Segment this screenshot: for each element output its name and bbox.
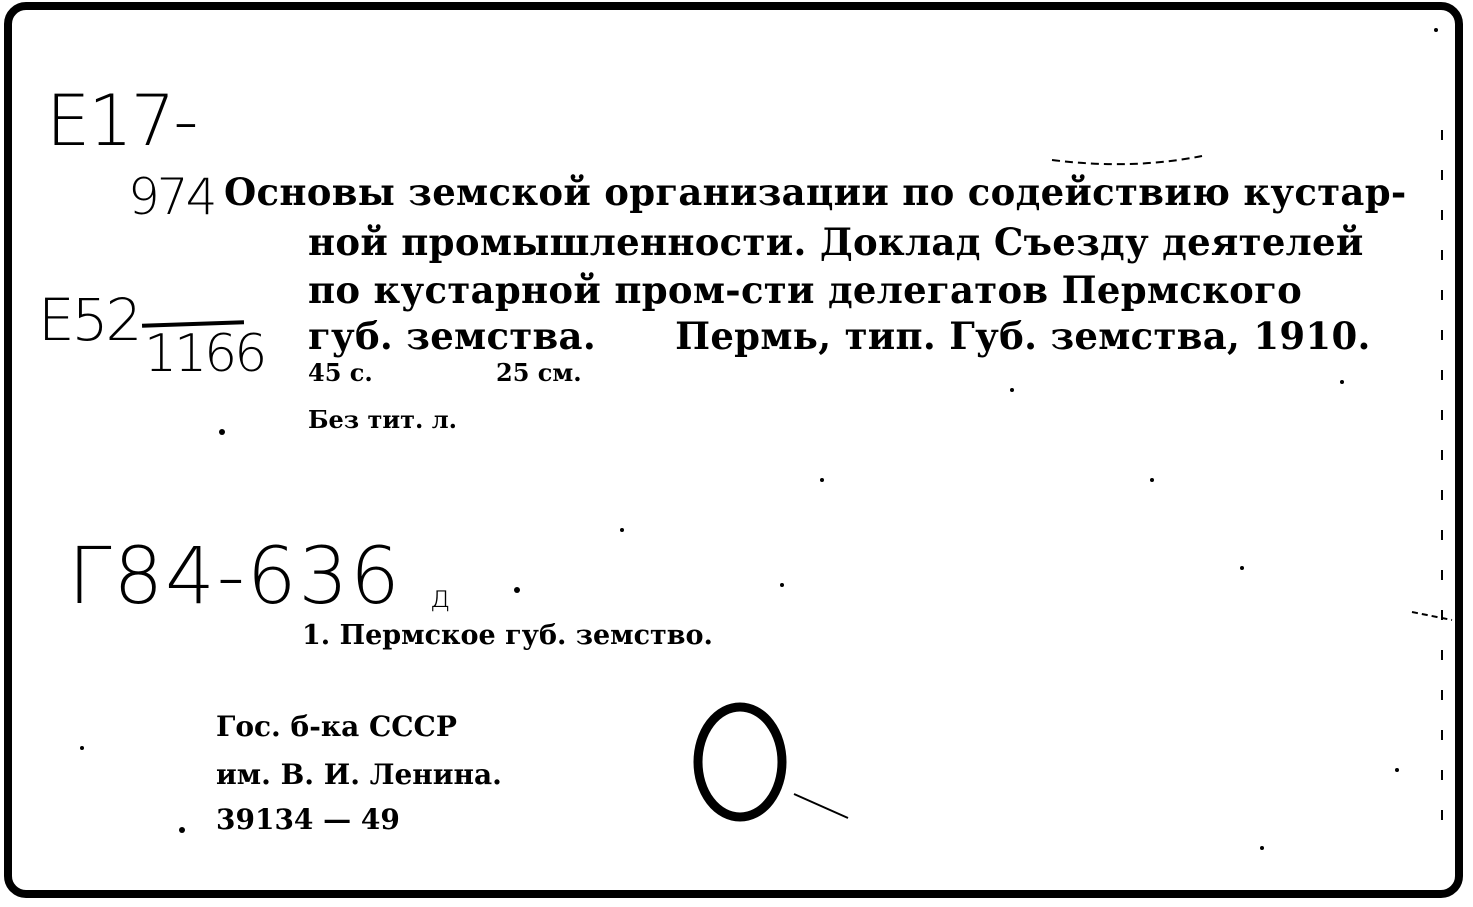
hole-punch-circle-icon <box>688 698 798 828</box>
title-line-4: губ. земства. Пермь, тип. Губ. земства, 1910. <box>308 314 1371 358</box>
subject-heading: 1. Пермское губ. земство. <box>302 620 713 651</box>
page-count: 45 с. <box>308 358 373 387</box>
title-line-2: ной промышленности. Доклад Съезду деятелей <box>308 220 1364 264</box>
handwritten-inventory-suffix: д <box>430 580 451 615</box>
catalog-card <box>4 2 1463 898</box>
handwritten-shelf-mark-top: E17- <box>46 80 197 162</box>
library-stamp-line-1: Гос. б-ка СССР <box>216 710 457 743</box>
library-stamp-line-2: им. В. И. Ленина. <box>216 758 502 791</box>
handwritten-call-number-middle: 1166 <box>144 324 265 384</box>
handwritten-shelf-mark-middle: E52 <box>38 286 140 354</box>
library-stamp-line-3: 39134 — 49 <box>216 803 400 836</box>
handwritten-call-number-top: 974 <box>128 168 215 226</box>
title-line-1: Основы земской организации по содействию кустар- <box>224 170 1407 214</box>
bibliographic-note: Без тит. л. <box>308 405 457 434</box>
handwritten-inventory-number: Г84-636 <box>68 532 402 622</box>
title-line-3: по кустарной пром-сти делегатов Пермского <box>308 268 1303 312</box>
book-size: 25 см. <box>496 358 582 387</box>
